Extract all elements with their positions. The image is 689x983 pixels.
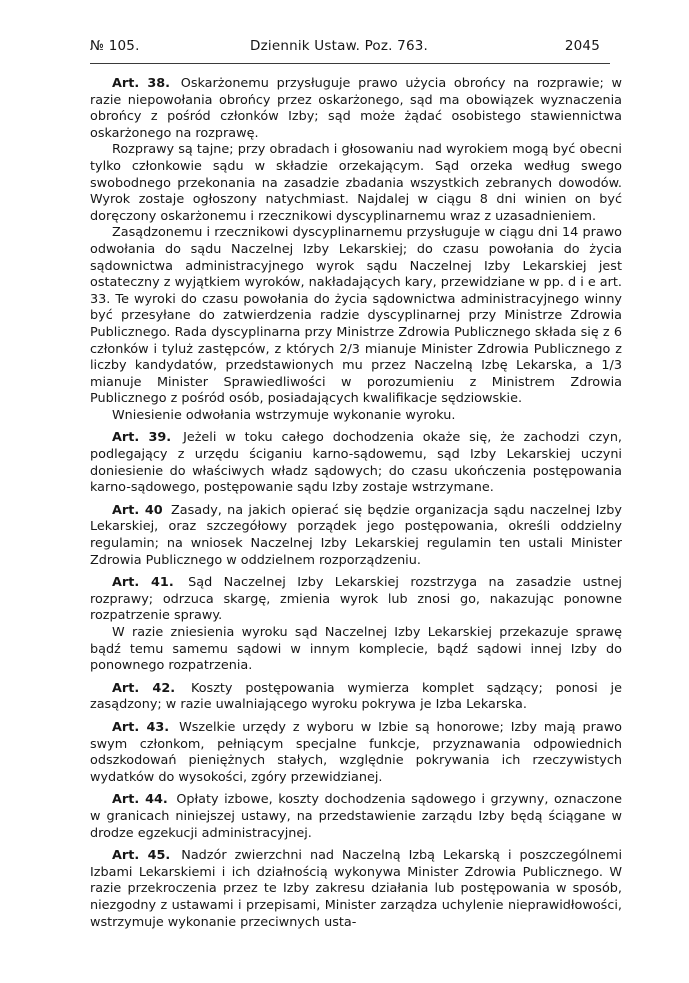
article-44	[90, 792, 622, 842]
article-text: Opłaty izbowe, koszty dochodzenia sądowego i grzywny, oznaczone w granicach niniejszej ustawy, na przedstawienie zarządu Izby będą ściągane w drodze egzekucji administracyjnej.	[90, 792, 623, 841]
page-number: 2045	[564, 38, 600, 54]
article-text: Oskarżonemu przysługuje prawo użycia obrońcy na rozprawie; w razie niepowołania obrońcy przez oskarżonego, sąd ma obowiązek wyznaczenia obrońcy z pośród członków Izby; sąd może żądać osobistego stawiennictwa oskarżonego na rozprawę.	[90, 76, 623, 141]
article-38	[90, 76, 622, 142]
article-label: Art. 38.	[112, 76, 170, 91]
article-text: Sąd Naczelnej Izby Lekarskiej rozstrzyga na zasadzie ustnej rozprawy; odrzuca skargę, zmienia wyrok lub znosi go, nakazując ponowne rozpatrzenie sprawy.	[90, 575, 622, 624]
article-label: Art. 39.	[112, 430, 172, 446]
article-label: Art. 42.	[112, 680, 176, 696]
paragraph: Rozprawy są tajne; przy obradach i głosowaniu nad wyrokiem mogą być obecni tylko członkowie sądu w składzie orzekającym. Sąd orzeka według swego swobodnego przekonania na zasadzie zbadania wszystkich zebranych dowodów. Wyrok zostaje ogłoszony natychmiast. Najdalej w ciągu 8 dni winien on być doręczony oskarżonemu i rzecznikowi dyscyplinarnemu wraz z uzasadnieniem.	[90, 142, 622, 224]
article-label: Art. 44.	[112, 792, 168, 808]
paragraph: Zasądzonemu i rzecznikowi dyscyplinarnemu przysługuje w ciągu dni 14 prawo odwołania do sądu Naczelnej Izby Lekarskiej; do czasu powołania do życia sądownictwa administracyjnego wyrok sądu Naczelnej Izby Lekarskiej jest ostateczny z wyjątkiem wyroków, nakładających kary, przewidziane w pp. d i e art. 33. Te wyroki do czasu powołania do życia sądownictwa administracyjnego winny być przesyłane do zatwierdzenia radzie dyscyplinarnej przy Ministrze Zdrowia Publicznego. Rada dyscyplinarna przy Ministrze Zdrowia Publicznego składa się z 6 członków i tyluż zastępców, z których 2/3 mianuje Minister Zdrowia Publicznego z liczby kandydatów, przedstawionych mu przez Naczelną Izbę Lekarska, a 1/3 mianuje Minister Sprawiedliwości w porozumieniu z Ministrem Zdrowia Publicznego z pośród osób, posiadających kwalifikacje sędziowskie.	[90, 225, 622, 407]
article-43	[90, 720, 622, 786]
article-label: Art. 41.	[112, 575, 174, 591]
article-text: Jeżeli w toku całego dochodzenia okaże się, że zachodzi czyn, podlegający z urzędu ściganiu karno-sądowemu, sąd Izby Lekarskiej uczyni doniesienie do właściwych władz sądowych; do czasu ukończenia postępowania karno-sądowego, postępowanie sądu Izby zostaje wstrzymane.	[90, 430, 622, 496]
article-label: Art. 45.	[112, 848, 171, 864]
journal-title: Dziennik Ustaw. Poz. 763.	[250, 38, 429, 54]
article-41	[90, 575, 622, 625]
article-39	[90, 430, 622, 496]
issue-number: № 105.	[90, 38, 140, 54]
document-body	[90, 76, 622, 931]
paragraph: W razie zniesienia wyroku sąd Naczelnej Izby Lekarskiej przekazuje sprawę bądź temu samemu sądowi w innym komplecie, bądź sądowi innej Izby do ponownego rozpatrzenia.	[90, 625, 622, 674]
paragraph: Wniesienie odwołania wstrzymuje wykonanie wyroku.	[112, 407, 456, 423]
header-rule	[90, 63, 610, 64]
article-42	[90, 681, 622, 714]
page-header	[90, 38, 600, 58]
article-text: Wszelkie urzędy z wyboru w Izbie są honorowe; Izby mają prawo swym członkom, pełniącym specjalne funkcje, przyznawania odpowiednich odszkodowań pieniężnych stałych, względnie pokrywania ich rzeczywistych wydatków do wysokości, zgóry przewidzianej.	[90, 719, 622, 785]
article-45	[90, 848, 622, 931]
article-40	[90, 503, 622, 569]
article-label: Art. 40	[112, 502, 163, 518]
article-text: Zasady, na jakich opierać się będzie organizacja sądu naczelnej Izby Lekarskiej, oraz szczegółowy porządek jego postępowania, określi oddzielny regulamin; na wniosek Naczelnej Izby Lekarskiej regulamin ten ustali Minister Zdrowia Publicznego w oddzielnem rozporządzeniu.	[90, 502, 622, 568]
article-text: Nadzór zwierzchni nad Naczelną Izbą Lekarską i poszczególnemi Izbami Lekarskiemi i ich działnością wykonywa Minister Zdrowia Publicznego. W razie przekroczenia przez te Izby zakresu działania lub postępowania w sposób, niezgodny z ustawami i przepisami, Minister zarządza uchylenie nieprawidłowości, wstrzymuje wykonanie przeciwnych usta-	[90, 848, 622, 930]
article-label: Art. 43.	[112, 719, 170, 735]
article-text: Koszty postępowania wymierza komplet sądzący; ponosi je zasądzony; w razie uwalniającego wyroku pokrywa je Izba Lekarska.	[90, 680, 622, 713]
